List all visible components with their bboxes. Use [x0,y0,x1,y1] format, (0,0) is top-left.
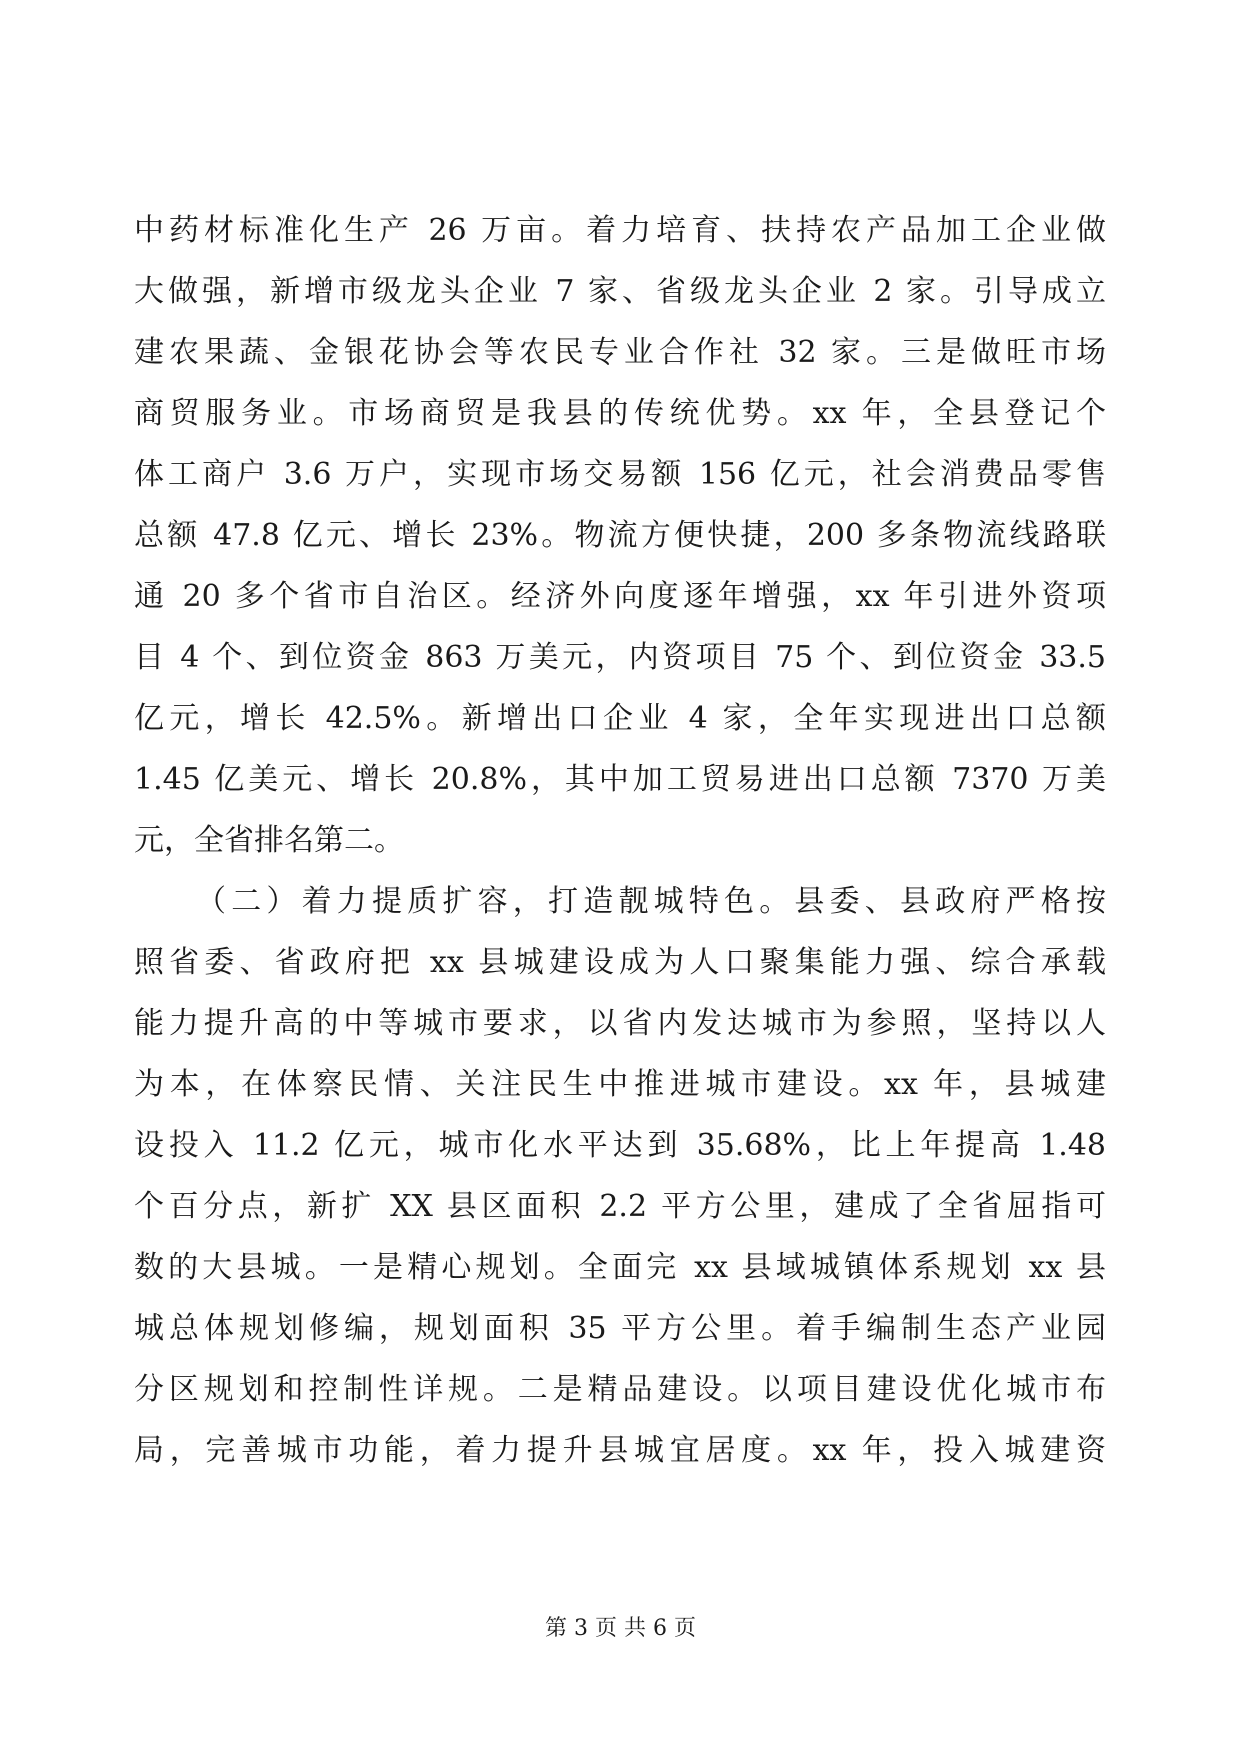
text-line: 能力提升高的中等城市要求，以省内发达城市为参照，坚持以人 [134,1006,1106,1041]
text-line: 目 4 个、到位资金 863 万美元，内资项目 75 个、到位资金 33.5 [134,640,1106,675]
text-line: 局，完善城市功能，着力提升县城宜居度。xx 年，投入城建资 [134,1433,1106,1468]
text-line: 元，全省排名第二。 [134,823,404,858]
text-line: 设投入 11.2 亿元，城市化水平达到 35.68%，比上年提高 1.48 [134,1128,1106,1163]
text-line: 数的大县城。一是精心规划。全面完 xx 县域城镇体系规划 xx 县 [134,1250,1106,1285]
text-line: 通 20 多个省市自治区。经济外向度逐年增强，xx 年引进外资项 [134,579,1106,614]
text-line: 城总体规划修编，规划面积 35 平方公里。着手编制生态产业园 [134,1311,1106,1346]
text-line: 为本，在体察民情、关注民生中推进城市建设。xx 年，县城建 [134,1067,1106,1102]
text-line: 建农果蔬、金银花协会等农民专业合作社 32 家。三是做旺市场 [134,335,1106,370]
text-line: 商贸服务业。市场商贸是我县的传统优势。xx 年，全县登记个 [134,396,1106,431]
text-line: 1.45 亿美元、增长 20.8%，其中加工贸易进出口总额 7370 万美 [134,762,1106,797]
text-line: 个百分点，新扩 XX 县区面积 2.2 平方公里，建成了全省屈指可 [134,1189,1106,1224]
page-number-footer: 第 3 页 共 6 页 [545,1616,696,1641]
text-line: 体工商户 3.6 万户，实现市场交易额 156 亿元，社会消费品零售 [134,457,1106,492]
text-line: 中药材标准化生产 26 万亩。着力培育、扶持农产品加工企业做 [134,213,1106,248]
text-line: 分区规划和控制性详规。二是精品建设。以项目建设优化城市布 [134,1372,1106,1407]
text-line: （二）着力提质扩容，打造靓城特色。县委、县政府严格按 [196,884,1106,919]
text-line: 亿元，增长 42.5%。新增出口企业 4 家，全年实现进出口总额 [134,701,1106,736]
text-line: 照省委、省政府把 xx 县城建设成为人口聚集能力强、综合承载 [134,945,1106,980]
text-line: 总额 47.8 亿元、增长 23%。物流方便快捷，200 多条物流线路联 [134,518,1106,553]
text-line: 大做强，新增市级龙头企业 7 家、省级龙头企业 2 家。引导成立 [134,274,1106,309]
